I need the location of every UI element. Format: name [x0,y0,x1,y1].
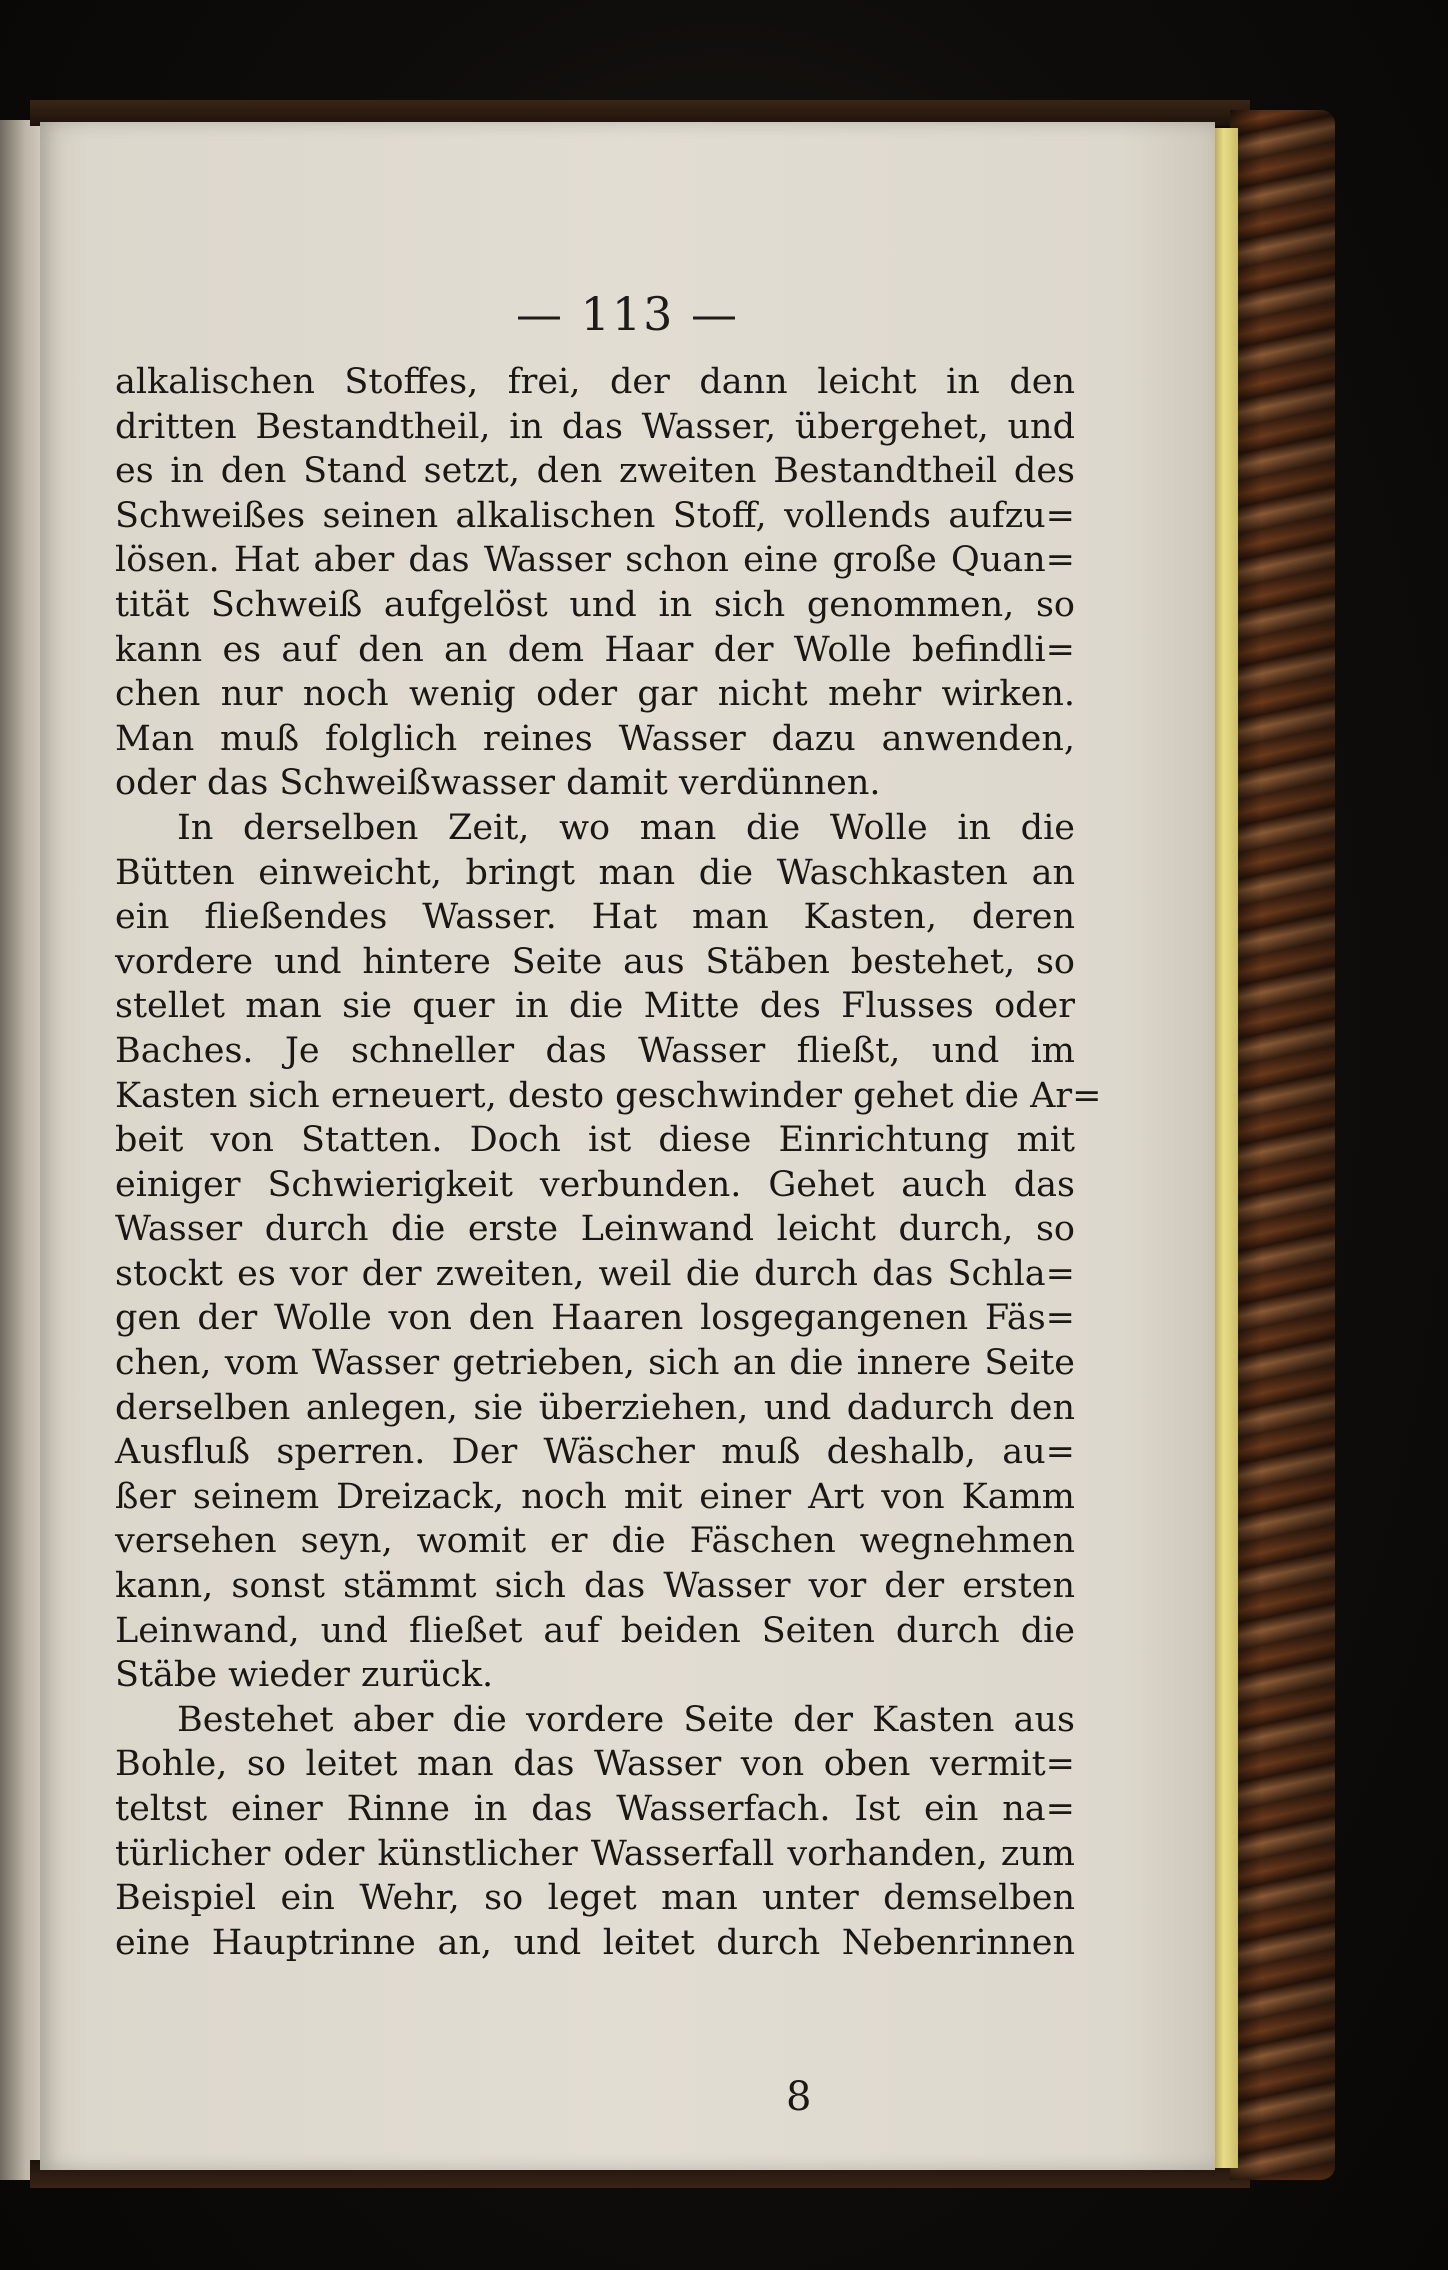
text-line: In derselben Zeit, wo man die Wolle in die [177,807,1075,848]
text-line: Bohle, so leitet man das Wasser von oben vermit= [115,1744,1075,1785]
text-line: eine Hauptrinne an, und leitet durch Nebenrinnen [115,1922,1075,1963]
text-line: gen der Wolle von den Haaren losgegangenen Fäs= [115,1298,1075,1339]
text-line: kann, sonst stämmt sich das Wasser vor der ersten [115,1566,1075,1607]
signature-mark: 8 [786,2074,812,2120]
text-line: Man muß folglich reines Wasser dazu anwenden, [115,718,1075,759]
text-line: derselben anlegen, sie überziehen, und dadurch den [115,1387,1075,1428]
text-line: einiger Schwierigkeit verbunden. Gehet auch das [115,1164,1075,1205]
left-page-edge [0,120,42,2180]
text-line: stellet man sie quer in die Mitte des Flusses oder [115,986,1075,1027]
text-line: teltst einer Rinne in das Wasserfach. Ist ein na= [115,1789,1075,1829]
text-line: chen nur noch wenig oder gar nicht mehr wirken. [115,674,1075,715]
text-line: Ausfluß sperren. Der Wäscher muß deshalb, au= [115,1432,1075,1473]
text-line: vordere und hintere Seite aus Stäben bestehet, so [115,941,1075,982]
text-line: es in den Stand setzt, den zweiten Bestandtheil des [115,451,1075,492]
text-line: Kasten sich erneuert, desto geschwinder gehet die Ar= [115,1075,1102,1116]
text-line: Leinwand, und fließet auf beiden Seiten durch die [115,1610,1075,1651]
body-text [115,360,1102,1965]
text-line: kann es auf den an dem Haar der Wolle befindli= [115,629,1075,670]
text-line: Baches. Je schneller das Wasser fließt, und im [115,1030,1075,1071]
text-line: lösen. Hat aber das Wasser schon eine große Quan= [115,540,1075,581]
text-line: tität Schweiß aufgelöst und in sich genommen, so [115,584,1075,625]
text-line: ßer seinem Dreizack, noch mit einer Art von Kamm [115,1476,1075,1517]
text-line: Bestehet aber die vordere Seite der Kasten aus [177,1699,1075,1740]
book-page [40,122,1215,2170]
text-line: Beispiel ein Wehr, so leget man unter demselben [115,1878,1075,1919]
text-line: Bütten einweicht, bringt man die Waschkasten an [115,852,1075,893]
page-edge [1212,128,1238,2168]
page-header: — 113 — [515,287,740,341]
text-line: chen, vom Wasser getrieben, sich an die innere Seite [115,1343,1075,1384]
text-line: versehen seyn, womit er die Fäschen wegnehmen [115,1521,1075,1562]
text-line: Stäbe wieder zurück. [115,1655,494,1696]
text-line: stockt es vor der zweiten, weil die durch das Schla= [115,1253,1075,1294]
text-line: Schweißes seinen alkalischen Stoff, vollends aufzu= [115,495,1075,536]
marbled-cover [1230,110,1335,2180]
text-line: oder das Schweißwasser damit verdünnen. [115,763,881,804]
text-line: beit von Statten. Doch ist diese Einrichtung mit [115,1120,1075,1161]
text-line: türlicher oder künstlicher Wasserfall vorhanden, zum [115,1833,1075,1874]
text-line: dritten Bestandtheil, in das Wasser, übergehet, und [115,406,1075,447]
text-line: ein fließendes Wasser. Hat man Kasten, deren [115,897,1075,938]
text-line: alkalischen Stoffes, frei, der dann leicht in den [115,362,1075,402]
text-line: Wasser durch die erste Leinwand leicht durch, so [115,1209,1075,1250]
